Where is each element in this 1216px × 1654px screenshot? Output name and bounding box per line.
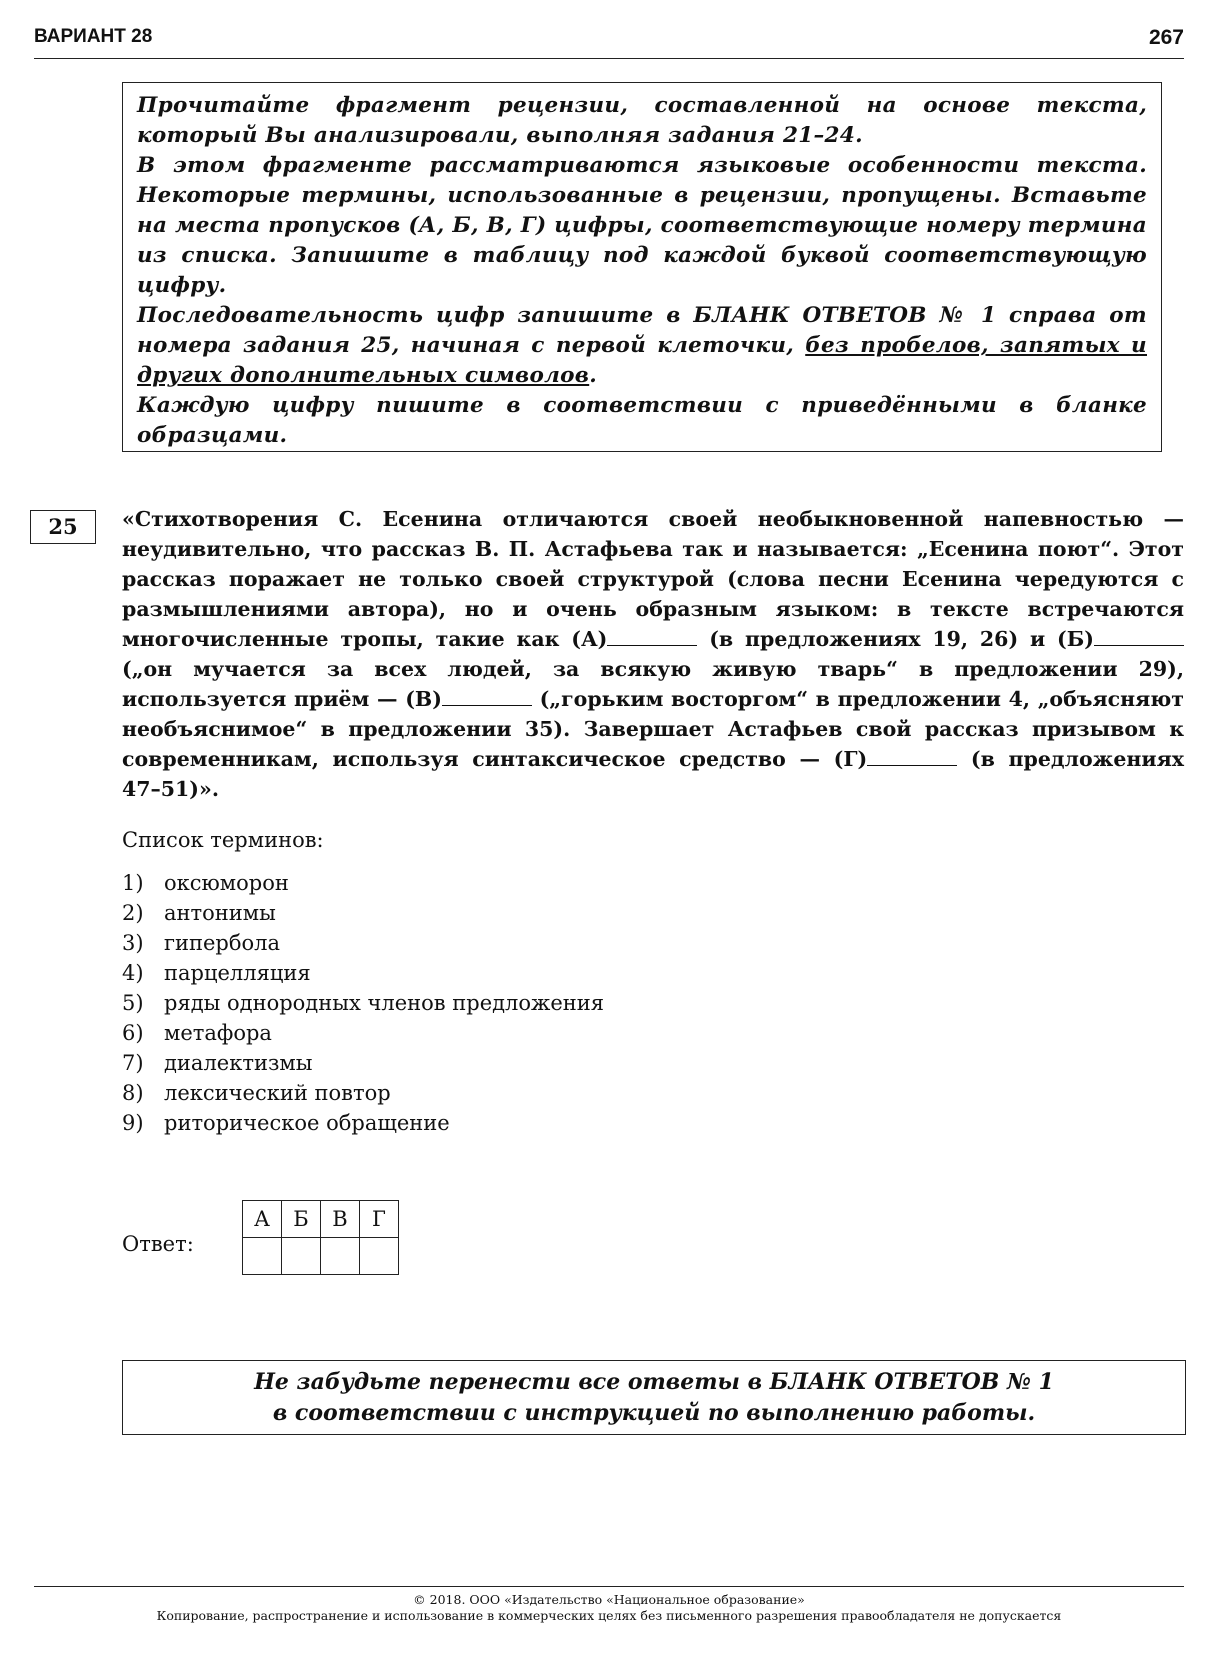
- blank-v: [442, 704, 532, 706]
- answer-cell-a[interactable]: [243, 1238, 282, 1275]
- list-item: [122, 1048, 604, 1078]
- variant-title: ВАРИАНТ 28: [34, 26, 153, 47]
- instructions-paragraph-3: [137, 301, 1147, 391]
- term-number: 4): [122, 961, 144, 985]
- term-number: 7): [122, 1051, 144, 1075]
- answer-header-row: [243, 1201, 399, 1238]
- list-item: [122, 1108, 604, 1138]
- list-item: [122, 898, 604, 928]
- list-item: [122, 928, 604, 958]
- term-text: оксюморон: [164, 871, 289, 895]
- instructions-box: [122, 82, 1162, 452]
- page-number: 267: [1148, 26, 1184, 49]
- term-number: 2): [122, 901, 144, 925]
- term-number: 5): [122, 991, 144, 1015]
- list-item: [122, 868, 604, 898]
- answer-header-b: Б: [282, 1201, 321, 1238]
- page-header: [34, 22, 1184, 59]
- answer-cell-g[interactable]: [360, 1238, 399, 1275]
- instructions-p3-start: Последовательность цифр запишите в БЛАНК ОТВЕТОВ № 1 справа от номера задания 25, начиная с первой клеточки,: [137, 303, 1147, 358]
- terms-list: [122, 868, 604, 1138]
- answer-header-v: В: [321, 1201, 360, 1238]
- list-item: [122, 1018, 604, 1048]
- task-text-part-5: (в предложениях 47–51)».: [122, 747, 1184, 801]
- term-text: гипербола: [164, 931, 281, 955]
- blank-b: [1094, 644, 1184, 646]
- list-item: [122, 958, 604, 988]
- term-text: лексический повтор: [164, 1081, 391, 1105]
- task-text-part-3: („он мучается за всех людей, за всякую живую тварь“ в предложении 29), используется приём — (В): [122, 657, 1184, 711]
- task-text: [122, 504, 1184, 804]
- task-number-box: 25: [30, 510, 96, 544]
- answer-input-row: [243, 1238, 399, 1275]
- task-text-part-4: („горьким восторгом“ в предложении 4, „объясняют необъяснимое“ в предложении 35). Завершает Астафьев свой рассказ призывом к современникам, используя синтаксическое средство — (Г): [122, 687, 1184, 771]
- instructions-paragraph-1: Прочитайте фрагмент рецензии, составленной на основе текста, который Вы анализировали, выполняя задания 21–24.: [137, 93, 1147, 148]
- list-item: [122, 988, 604, 1018]
- term-number: 9): [122, 1111, 144, 1135]
- answer-cell-b[interactable]: [282, 1238, 321, 1275]
- reminder-line-1: Не забудьте перенести все ответы в БЛАНК ОТВЕТОВ № 1: [254, 1369, 1054, 1395]
- term-text: диалектизмы: [164, 1051, 313, 1075]
- page-footer: [34, 1586, 1184, 1624]
- answer-header-g: Г: [360, 1201, 399, 1238]
- task-text-part-2: (в предложениях 19, 26) и (Б): [697, 627, 1094, 651]
- task-text-part-1: «Стихотворения С. Есенина отличаются своей необыкновенной напевностью — неудивительно, что рассказ В. П. Астафьева так и называется: „Есенина поют“. Этот рассказ поражает не только своей структурой (слова песни Есенина чередуются с размышлениями автора), но и очень образным языком: в тексте встречаются многочисленные тропы, такие как (А): [122, 507, 1184, 651]
- term-number: 6): [122, 1021, 144, 1045]
- instructions-p3-underlined: без пробелов, запятых и других дополнительных символов: [137, 333, 1147, 388]
- term-text: риторическое обращение: [164, 1111, 450, 1135]
- term-text: ряды однородных членов предложения: [164, 991, 605, 1015]
- reminder-box: [122, 1360, 1186, 1435]
- instructions-paragraph-2: В этом фрагменте рассматриваются языковые особенности текста. Некоторые термины, использованные в рецензии, пропущены. Вставьте на места пропусков (А, Б, В, Г) цифры, соответствующие номеру термина из списка. Запишите в таблицу под каждой буквой соответствующую цифру.: [137, 153, 1147, 298]
- blank-g: [867, 764, 957, 766]
- blank-a: [607, 644, 697, 646]
- term-text: антонимы: [164, 901, 276, 925]
- answer-table: [242, 1200, 399, 1275]
- instructions-paragraph-4: Каждую цифру пишите в соответствии с приведёнными в бланке образцами.: [137, 393, 1147, 448]
- terms-list-title: Список терминов:: [122, 828, 324, 852]
- reminder-line-2: в соответствии с инструкцией по выполнению работы.: [272, 1400, 1036, 1426]
- term-text: парцелляция: [164, 961, 311, 985]
- term-number: 8): [122, 1081, 144, 1105]
- footer-notice: Копирование, распространение и использование в коммерческих целях без письменного разрешения правообладателя не допускается: [156, 1608, 1062, 1623]
- answer-cell-v[interactable]: [321, 1238, 360, 1275]
- list-item: [122, 1078, 604, 1108]
- footer-copyright: © 2018. ООО «Издательство «Национальное образование»: [413, 1592, 805, 1607]
- term-number: 1): [122, 871, 144, 895]
- answer-label: Ответ:: [122, 1232, 194, 1256]
- instructions-p3-end: .: [589, 363, 597, 388]
- term-text: метафора: [164, 1021, 272, 1045]
- term-number: 3): [122, 931, 144, 955]
- answer-header-a: А: [243, 1201, 282, 1238]
